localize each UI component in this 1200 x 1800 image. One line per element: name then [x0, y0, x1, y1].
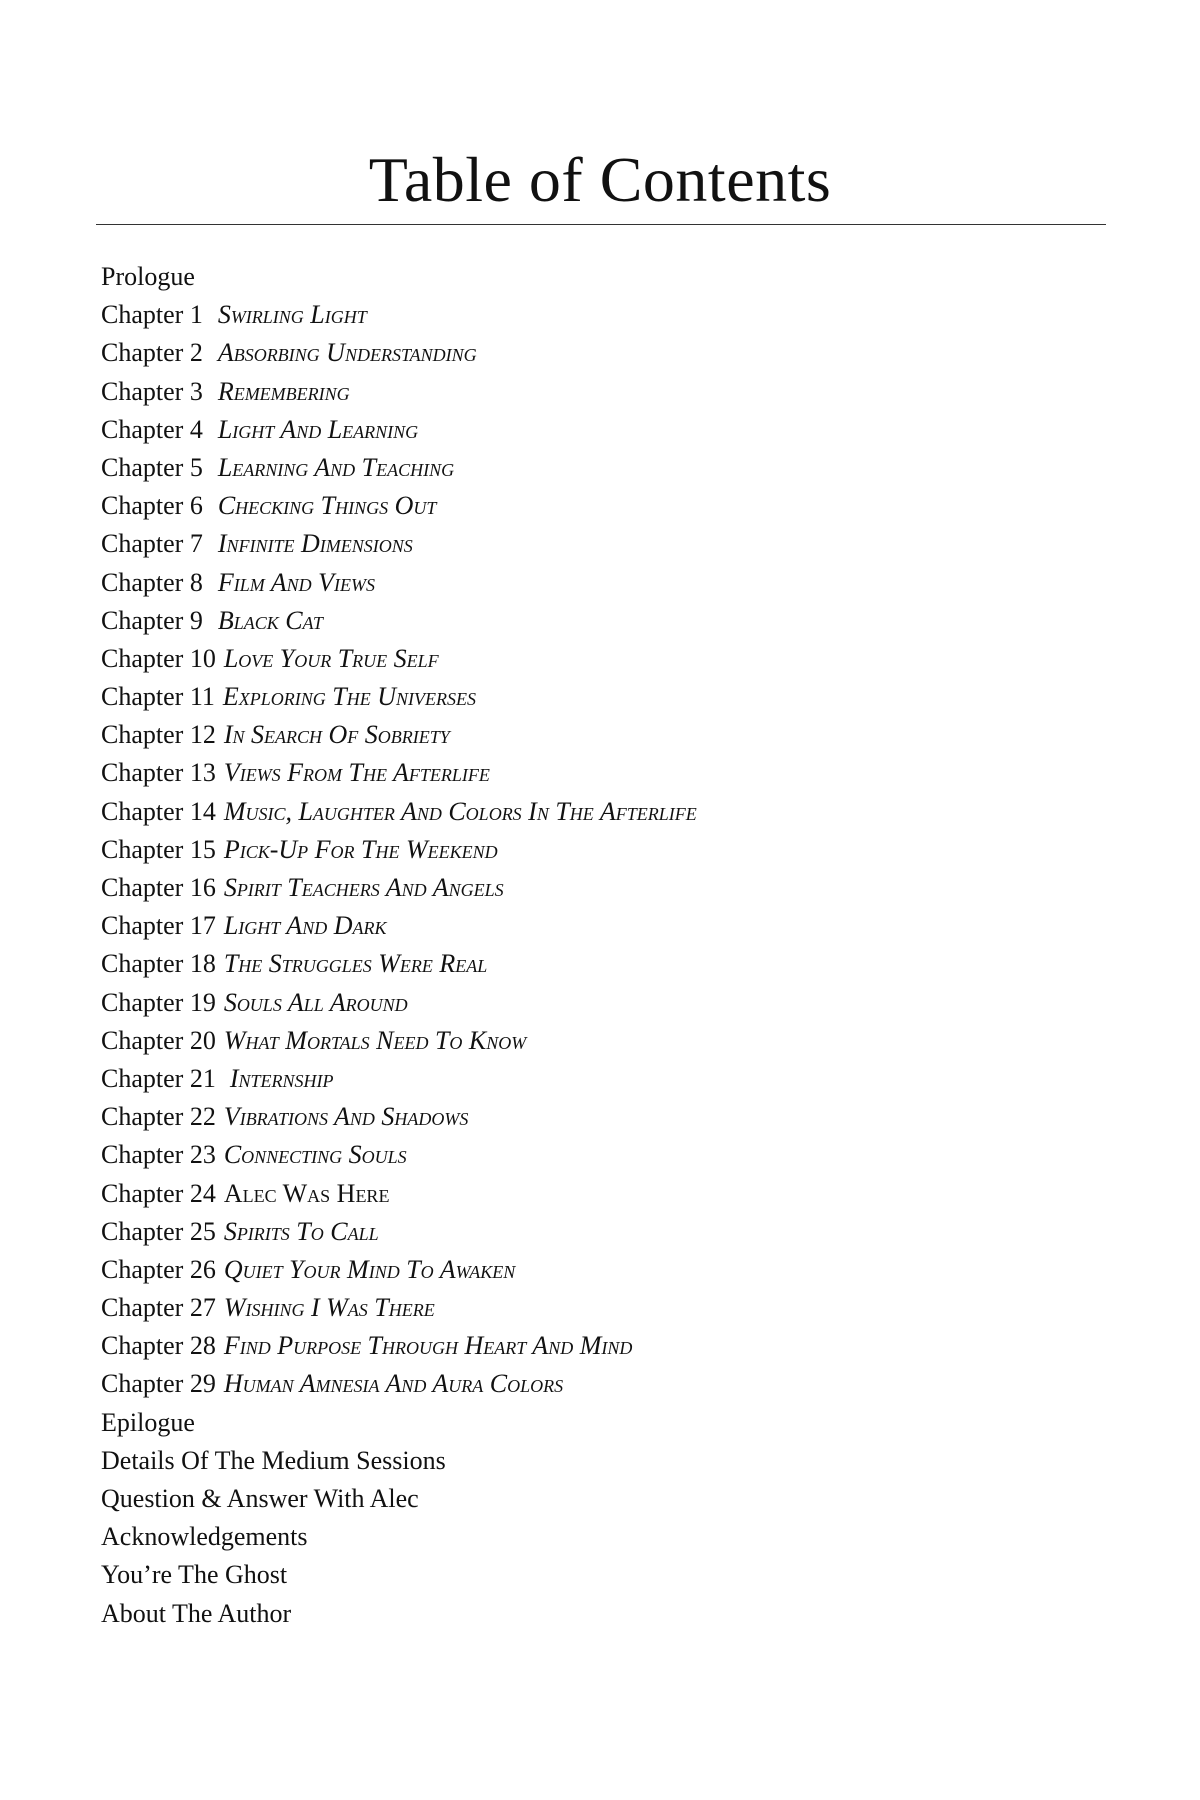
toc-entry-label: Prologue [101, 262, 195, 291]
toc-entry[interactable] [101, 1098, 1101, 1136]
toc-entry[interactable] [101, 1289, 1101, 1327]
toc-entry-title: Light And Learning [217, 414, 419, 444]
toc-entry[interactable] [101, 678, 1101, 716]
toc-entry-number: 25 [189, 1216, 216, 1246]
toc-entry-label: Chapter [101, 1102, 184, 1132]
toc-entry-number: 18 [189, 949, 216, 979]
toc-entry-number: 15 [189, 834, 216, 864]
toc-entry[interactable] [101, 449, 1101, 487]
toc-entry-title: Love Your True Self [223, 643, 439, 673]
toc-entry-title: Infinite Dimensions [217, 529, 413, 559]
toc-entry-title: Light And Dark [223, 911, 387, 941]
toc-entry-title: Wishing I Was There [223, 1293, 435, 1323]
toc-entry[interactable] [101, 564, 1101, 602]
toc-entry[interactable] [101, 907, 1101, 945]
toc-entry-label: Chapter [101, 834, 184, 864]
toc-entry-number: 10 [189, 643, 216, 673]
toc-entry-number: 28 [189, 1331, 216, 1361]
toc-entry[interactable] [101, 1213, 1101, 1251]
page-title: Table of Contents [368, 144, 832, 215]
toc-entry[interactable] [101, 1060, 1101, 1098]
toc-entry-number: 1 [189, 300, 203, 330]
toc-entry-title: Internship [229, 1063, 334, 1093]
toc-entry-title: Spirit Teachers And Angels [223, 873, 504, 902]
toc-entry-label: Chapter [101, 1331, 184, 1361]
toc-entry-label: Details Of The Medium Sessions [101, 1445, 446, 1475]
toc-entry-number: 6 [189, 491, 203, 521]
toc-entry-number: 23 [189, 1140, 216, 1170]
toc-entry-number: 13 [189, 758, 216, 788]
toc-entry-label: Chapter [101, 414, 184, 444]
toc-entry-number: 24 [189, 1178, 216, 1208]
toc-entry-label: Chapter [101, 1254, 184, 1284]
toc-entry[interactable] [101, 525, 1101, 563]
toc-entry-title: Swirling Light [217, 300, 367, 330]
toc-entry[interactable] [101, 334, 1101, 372]
toc-entry-label: Chapter [101, 300, 184, 330]
toc-entry[interactable] [101, 373, 1101, 411]
toc-entry[interactable] [101, 296, 1101, 334]
toc-entry-label: Chapter [101, 1369, 184, 1399]
toc-entry-label: Chapter [101, 949, 184, 979]
toc-entry[interactable] [101, 1480, 1101, 1518]
toc-entry-label: Chapter [101, 1063, 184, 1093]
toc-entry[interactable] [101, 1518, 1101, 1556]
toc-entry-label: Chapter [101, 682, 184, 712]
title-divider [96, 224, 1106, 225]
toc-entry[interactable] [101, 487, 1101, 525]
toc-entry-number: 7 [189, 529, 203, 559]
toc-entry-number: 20 [189, 1025, 216, 1055]
toc-entry[interactable] [101, 1175, 1101, 1213]
toc-entry-number: 22 [189, 1102, 216, 1132]
toc-entry-number: 21 [189, 1063, 216, 1093]
toc-entry-title: In Search Of Sobriety [223, 720, 450, 750]
toc-entry-title: Music, Laughter And Colors In The Afterlife [223, 796, 697, 826]
toc-entry-number: 4 [189, 414, 203, 444]
toc-entry-label: Chapter [101, 758, 184, 788]
toc-entry-title: What Mortals Need To Know [223, 1025, 527, 1055]
toc-entry-title: Quiet Your Mind To Awaken [223, 1254, 516, 1284]
toc-entry-title: Human Amnesia And Aura Colors [223, 1369, 564, 1399]
toc-entry-label: You’re The Ghost [101, 1560, 288, 1590]
toc-entry-label: Chapter [101, 376, 184, 406]
toc-entry-label: Chapter [101, 1293, 184, 1323]
toc-entry-title: Remembering [217, 376, 350, 406]
toc-entry[interactable] [101, 258, 1101, 296]
toc-entry-number: 3 [189, 376, 203, 406]
toc-entry-title: Connecting Souls [223, 1140, 407, 1170]
toc-entry-label: Chapter [101, 643, 184, 673]
toc-entry-number: 11 [189, 682, 215, 712]
toc-entry-label: Chapter [101, 796, 184, 826]
toc-entry-title: Absorbing Understanding [217, 338, 477, 368]
toc-entry-label: Epilogue [101, 1407, 195, 1437]
toc-entry-title: Film And Views [217, 567, 375, 597]
toc-entry[interactable] [101, 602, 1101, 640]
toc-entry[interactable] [101, 1442, 1101, 1480]
toc-entry-title: Views From The Afterlife [223, 758, 490, 788]
toc-entry-label: Acknowledgements [101, 1522, 308, 1552]
toc-list [101, 258, 1101, 1633]
toc-entry[interactable] [101, 411, 1101, 449]
toc-entry[interactable] [101, 640, 1101, 678]
toc-entry-number: 17 [189, 911, 216, 941]
toc-entry[interactable] [101, 1365, 1101, 1403]
toc-entry-title: Find Purpose Through Heart And Mind [223, 1331, 633, 1361]
toc-entry-label: Chapter [101, 1178, 184, 1208]
toc-entry[interactable] [101, 1404, 1101, 1442]
toc-entry[interactable] [101, 831, 1101, 869]
toc-entry[interactable] [101, 1556, 1101, 1594]
toc-entry-number: 9 [189, 605, 203, 635]
toc-entry-label: Chapter [101, 529, 184, 559]
toc-entry[interactable] [101, 793, 1101, 831]
toc-entry-label: Chapter [101, 1025, 184, 1055]
toc-entry-title: Vibrations And Shadows [223, 1102, 469, 1132]
toc-entry-number: 8 [189, 567, 203, 597]
toc-entry-label: Chapter [101, 567, 184, 597]
toc-entry-number: 16 [189, 873, 216, 902]
toc-entry-title: The Struggles Were Real [223, 949, 488, 979]
toc-entry-title: Souls All Around [223, 987, 408, 1017]
toc-entry[interactable] [101, 945, 1101, 983]
toc-entry-title: Alec Was Here [223, 1178, 390, 1208]
toc-entry-title: Learning And Teaching [217, 452, 455, 482]
toc-entry[interactable] [101, 869, 1101, 907]
toc-entry-number: 19 [189, 987, 216, 1017]
toc-entry-label: Question & Answer With Alec [101, 1484, 419, 1513]
toc-entry[interactable] [101, 1136, 1101, 1174]
toc-entry-title: Pick-Up For The Weekend [223, 834, 498, 864]
toc-entry[interactable] [101, 1595, 1101, 1633]
toc-entry-number: 26 [189, 1254, 216, 1284]
toc-entry-label: Chapter [101, 452, 184, 482]
toc-entry-title: Exploring The Universes [222, 682, 476, 712]
toc-entry-number: 2 [189, 338, 203, 368]
toc-entry-label: Chapter [101, 1140, 184, 1170]
toc-entry-label: Chapter [101, 491, 184, 521]
toc-entry-number: 14 [189, 796, 216, 826]
toc-entry-number: 27 [189, 1293, 216, 1323]
toc-entry-label: Chapter [101, 1216, 184, 1246]
toc-entry-label: About The Author [101, 1598, 292, 1628]
toc-entry-title: Black Cat [217, 605, 323, 635]
toc-entry[interactable] [101, 1022, 1101, 1060]
toc-entry-label: Chapter [101, 338, 184, 368]
toc-entry-title: Spirits To Call [223, 1216, 379, 1246]
toc-entry-number: 29 [189, 1369, 216, 1399]
toc-entry-label: Chapter [101, 987, 184, 1017]
toc-entry-number: 12 [189, 720, 216, 750]
toc-entry-title: Checking Things Out [217, 491, 437, 521]
toc-entry-label: Chapter [101, 911, 184, 941]
toc-entry[interactable] [101, 1251, 1101, 1289]
toc-entry[interactable] [101, 716, 1101, 754]
toc-entry-label: Chapter [101, 720, 184, 750]
toc-entry[interactable] [101, 1327, 1101, 1365]
toc-entry-label: Chapter [101, 605, 184, 635]
toc-entry[interactable] [101, 984, 1101, 1022]
toc-entry-label: Chapter [101, 873, 184, 902]
toc-entry-number: 5 [189, 452, 203, 482]
toc-entry[interactable] [101, 754, 1101, 792]
